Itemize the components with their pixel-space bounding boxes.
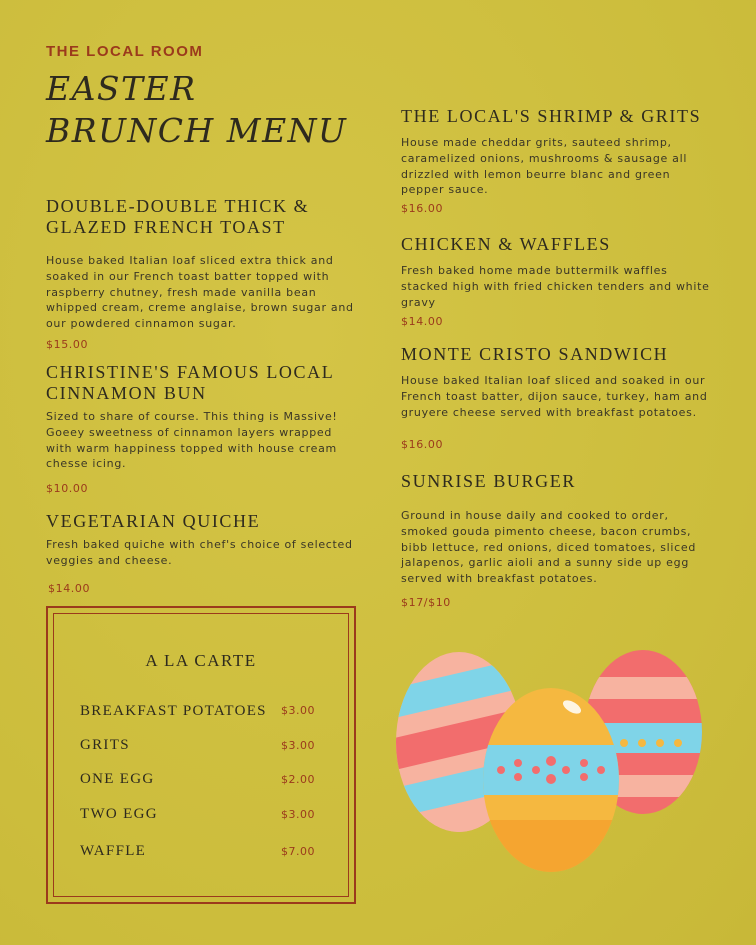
item-description xyxy=(46,409,356,472)
item-price: $14.00 xyxy=(48,582,91,595)
item-price: $17/$10 xyxy=(401,596,451,609)
item-price: $16.00 xyxy=(401,438,444,451)
desc-line: soaked in our French toast batter topped with xyxy=(46,269,330,283)
desc-line: House made cheddar grits, sauteed shrimp, xyxy=(401,136,672,149)
a-la-carte-title: A LA CARTE xyxy=(145,651,257,670)
item-name-line-1: CHRISTINE'S FAMOUS LOCAL xyxy=(46,362,335,382)
carte-item-price: $2.00 xyxy=(281,773,315,786)
desc-line: our powdered cinnamon sugar. xyxy=(46,317,237,331)
item-description xyxy=(401,135,721,198)
desc-line: Fresh baked home made buttermilk waffles xyxy=(401,264,668,277)
menu-item-monte-cristo: MONTE CRISTO SANDWICH xyxy=(401,344,669,364)
item-description xyxy=(46,253,356,332)
carte-item-price: $3.00 xyxy=(281,739,315,752)
title-line-2: BRUNCH MENU xyxy=(46,111,348,150)
carte-item-name: ONE EGG xyxy=(80,771,155,787)
carte-item-price: $7.00 xyxy=(281,845,315,858)
title-line-1: EASTER xyxy=(46,69,197,108)
desc-line: with warm happiness topped with house cream xyxy=(46,441,337,455)
item-description xyxy=(46,537,356,569)
desc-line: whipped cream, creme anglaise, brown sugar and xyxy=(46,301,354,315)
item-description xyxy=(401,263,721,310)
desc-line: caramelized onions, mushrooms & sausage all xyxy=(401,151,688,165)
desc-line: House baked Italian loaf sliced extra thick and xyxy=(46,254,334,267)
item-price: $10.00 xyxy=(46,482,89,495)
carte-item-name: BREAKFAST POTATOES xyxy=(80,703,267,719)
desc-line: Fresh baked quiche with chef's choice of selected xyxy=(46,538,353,551)
carte-item-name: GRITS xyxy=(80,737,130,753)
carte-item-name: WAFFLE xyxy=(80,843,147,859)
easter-eggs-icon xyxy=(396,645,706,880)
menu-item-cinnamon-bun xyxy=(46,362,366,404)
item-description xyxy=(401,508,721,587)
desc-line: gravy xyxy=(401,295,436,309)
item-price: $15.00 xyxy=(46,338,89,351)
menu-item-shrimp-grits: THE LOCAL'S SHRIMP & GRITS xyxy=(401,106,702,126)
item-price: $16.00 xyxy=(401,202,444,215)
desc-line: served with breakfast potatoes. xyxy=(401,572,598,586)
desc-line: chesse icing. xyxy=(46,457,127,471)
desc-line: drizzled with lemon beurre blanc and green xyxy=(401,167,671,181)
venue-name: THE LOCAL ROOM xyxy=(46,43,204,60)
desc-line: Ground in house daily and cooked to order, xyxy=(401,509,669,522)
item-price: $14.00 xyxy=(401,315,444,328)
desc-line: stacked high with fried chicken tenders and white xyxy=(401,279,710,293)
desc-line: House baked Italian loaf sliced and soaked in our xyxy=(401,374,706,387)
carte-item-price: $3.00 xyxy=(281,808,315,821)
menu-item-chicken-waffles: CHICKEN & WAFFLES xyxy=(401,234,611,254)
item-name-line-2: GLAZED FRENCH TOAST xyxy=(46,217,286,237)
menu-item-quiche: VEGETARIAN QUICHE xyxy=(46,511,261,531)
desc-line: veggies and cheese. xyxy=(46,553,173,567)
desc-line: raspberry chutney, fresh made vanilla bean xyxy=(46,285,317,299)
desc-line: Sized to share of course. This thing is Massive! xyxy=(46,410,338,423)
desc-line: French toast batter, dijon sauce, turkey, ham and xyxy=(401,389,708,403)
item-description xyxy=(401,373,721,420)
desc-line: gruyere cheese served with breakfast potatoes. xyxy=(401,405,697,419)
desc-line: pepper sauce. xyxy=(401,183,489,197)
item-name-line-2: CINNAMON BUN xyxy=(46,383,207,403)
desc-line: Goeey sweetness of cinnamon layers wrapped xyxy=(46,425,333,439)
carte-item-price: $3.00 xyxy=(281,704,315,717)
carte-item-name: TWO EGG xyxy=(80,806,158,822)
desc-line: jalapenos, garlic aioli and a sunny side up egg xyxy=(401,556,690,570)
item-name-line-1: DOUBLE-DOUBLE THICK & xyxy=(46,196,310,216)
page-title xyxy=(46,68,366,152)
menu-item-sunrise-burger: SUNRISE BURGER xyxy=(401,471,576,491)
desc-line: smoked gouda pimento cheese, bacon crumbs, xyxy=(401,524,692,538)
desc-line: bibb lettuce, red onions, diced tomatoes, sliced xyxy=(401,540,697,554)
menu-item-french-toast xyxy=(46,196,356,238)
